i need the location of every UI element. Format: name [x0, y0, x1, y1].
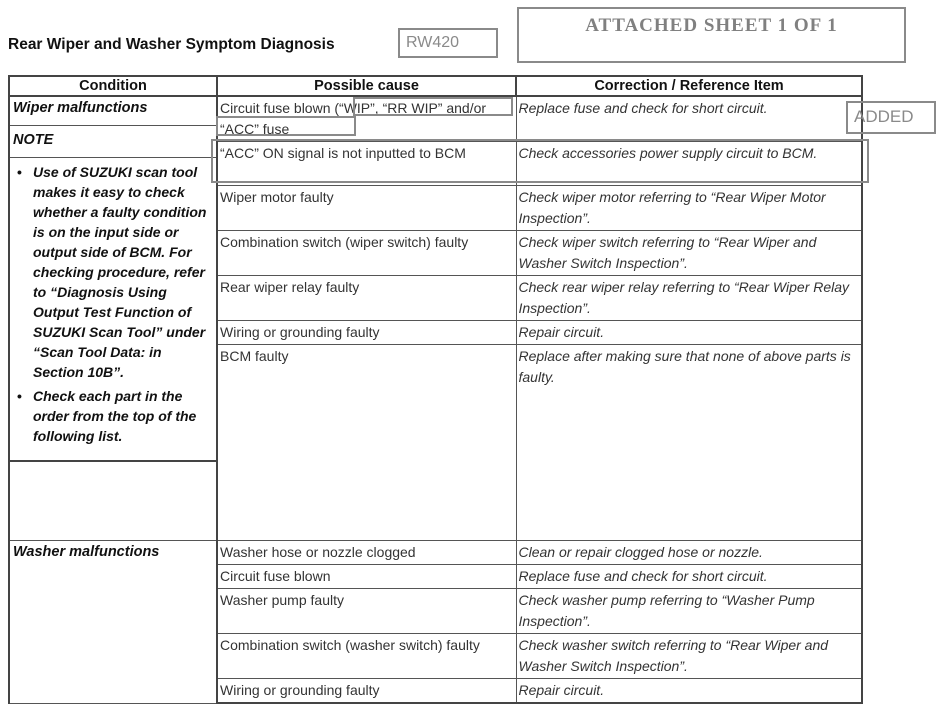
cause-cell: Wiper motor faulty	[217, 186, 516, 231]
table-row	[9, 541, 862, 565]
correction-cell: Check wiper motor referring to “Rear Wiper Motor Inspection”.	[516, 186, 862, 231]
header-possible-cause: Possible cause	[217, 76, 516, 96]
cause-cell: Wiring or grounding faulty	[217, 679, 516, 704]
revision-highlight-fuse-names	[353, 97, 513, 116]
divider	[10, 157, 216, 158]
correction-cell: Replace fuse and check for short circuit.	[516, 565, 862, 589]
divider	[10, 460, 216, 462]
section-code-box: RW420	[398, 28, 498, 58]
condition-cell-wiper	[9, 96, 217, 541]
attached-sheet-box: ATTACHED SHEET 1 OF 1	[517, 7, 906, 63]
cause-cell: Washer pump faulty	[217, 589, 516, 634]
correction-cell: Check rear wiper relay referring to “Rear Wiper Relay Inspection”.	[516, 276, 862, 321]
cause-cell: Combination switch (wiper switch) faulty	[217, 231, 516, 276]
condition-cell-washer	[9, 541, 217, 704]
header-condition: Condition	[9, 76, 217, 96]
note-list	[13, 162, 213, 446]
correction-cell: Replace after making sure that none of above parts is faulty.	[516, 345, 862, 541]
note-label: NOTE	[13, 132, 54, 148]
cause-cell: Wiring or grounding faulty	[217, 321, 516, 345]
condition-washer: Washer malfunctions	[13, 544, 160, 560]
correction-cell: Check washer switch referring to “Rear Wiper and Washer Switch Inspection”.	[516, 634, 862, 679]
correction-cell: Check wiper switch referring to “Rear Wiper and Washer Switch Inspection”.	[516, 231, 862, 276]
revision-highlight-acc-fuse	[216, 116, 356, 136]
cause-cell: “ACC” ON signal is not inputted to BCM	[217, 142, 516, 186]
cause-cell: BCM faulty	[217, 345, 516, 541]
cause-cell: Combination switch (washer switch) faulty	[217, 634, 516, 679]
cause-cell: Washer hose or nozzle clogged	[217, 541, 516, 565]
correction-cell: Check washer pump referring to “Washer Pump Inspection”.	[516, 589, 862, 634]
correction-cell: Check accessories power supply circuit to BCM.	[516, 142, 862, 186]
table-header-row	[9, 76, 862, 96]
correction-cell: Clean or repair clogged hose or nozzle.	[516, 541, 862, 565]
cause-cell: Circuit fuse blown	[217, 565, 516, 589]
note-item: • Use of SUZUKI scan tool makes it easy to check whether a faulty condition is on the input side or output side of BCM. For checking procedure, refer to “Diagnosis Using Output Test Function of SUZUKI Scan Tool” under “Scan Tool Data: in Section 10B”.	[17, 164, 207, 380]
correction-cell: Repair circuit.	[516, 679, 862, 704]
cause-cell: Circuit fuse blown (“WIP”, “RR WIP” and/or “ACC” fuse	[217, 96, 516, 142]
header-correction: Correction / Reference Item	[516, 76, 862, 96]
divider	[10, 125, 216, 126]
added-annotation-box: ADDED	[846, 101, 936, 134]
condition-wiper: Wiper malfunctions	[13, 100, 148, 116]
correction-cell: Replace fuse and check for short circuit.	[516, 96, 862, 142]
cause-cell: Rear wiper relay faulty	[217, 276, 516, 321]
note-item: • Check each part in the order from the top of the following list.	[17, 388, 197, 444]
revision-highlight-acc-row	[211, 139, 869, 183]
page-title: Rear Wiper and Washer Symptom Diagnosis	[8, 36, 335, 53]
correction-cell: Repair circuit.	[516, 321, 862, 345]
